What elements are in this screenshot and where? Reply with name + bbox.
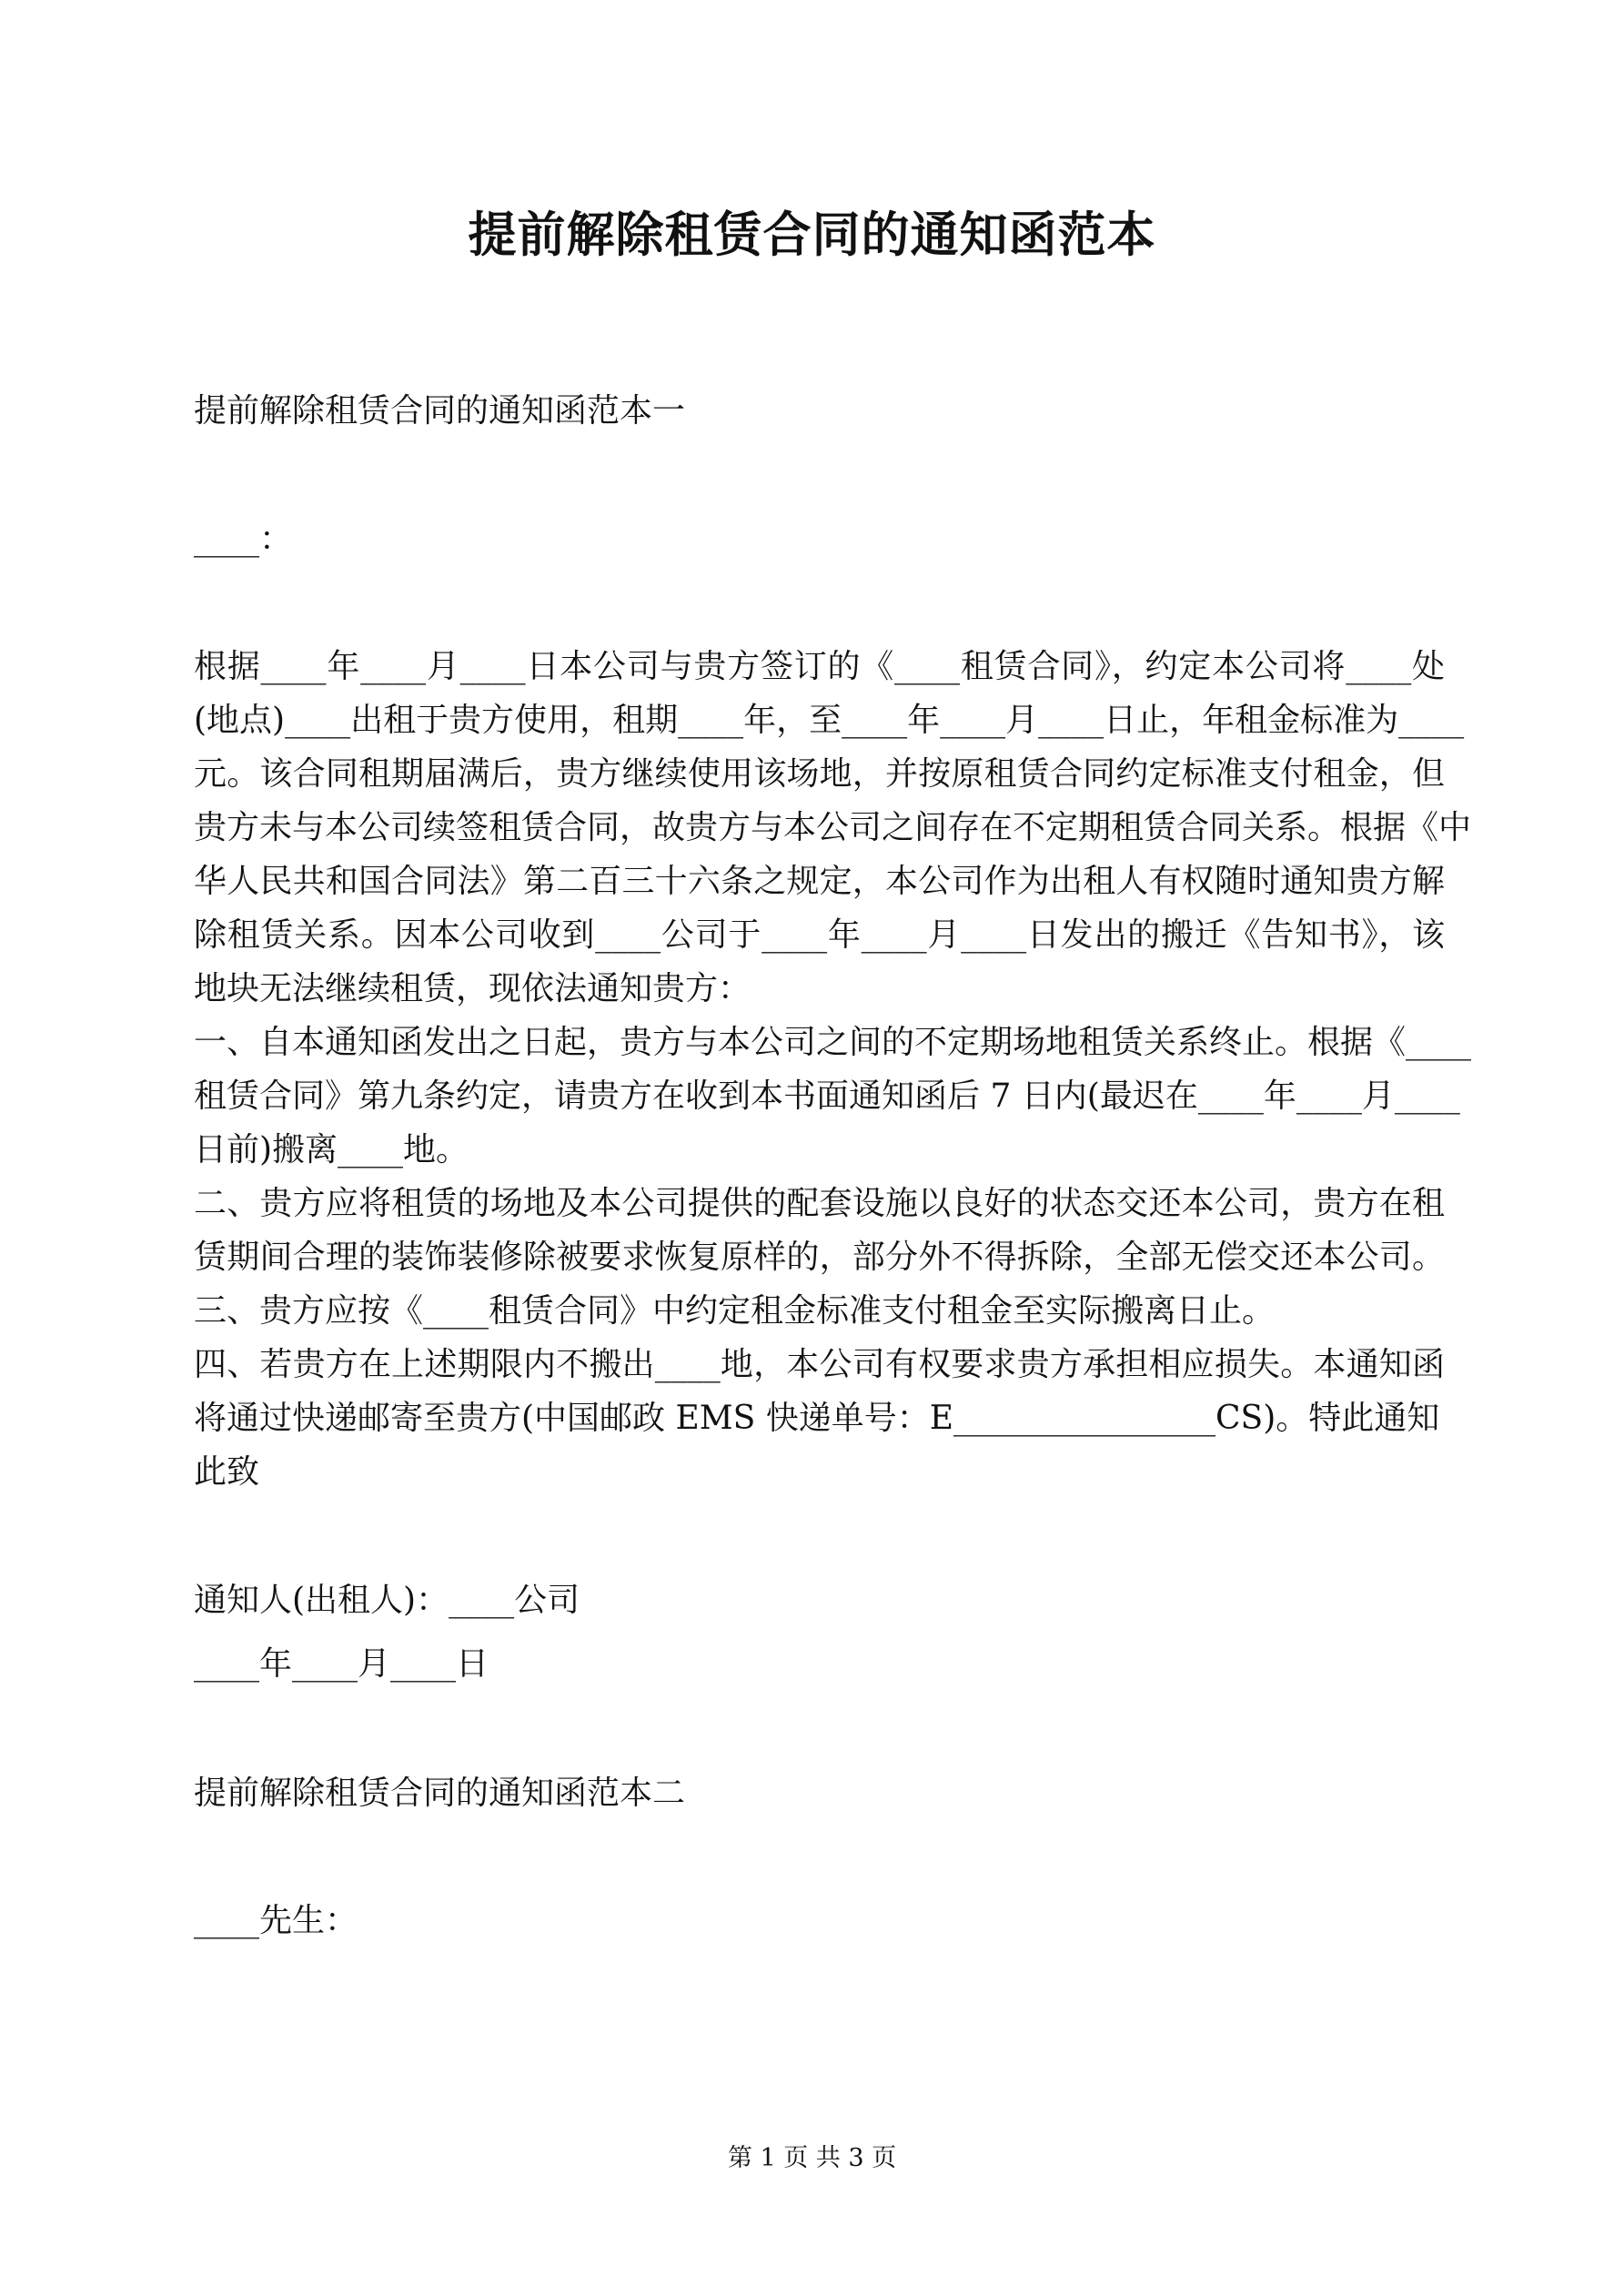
paragraph-line: 除租赁关系。因本公司收到____公司于____年____月____日发出的搬迁《告知书》，该 xyxy=(194,916,1445,954)
paragraph-line: (地点)____出租于贵方使用，租期____年，至____年____月____日止，年租金标准为____ xyxy=(194,702,1465,739)
paragraph-line: 元。该合同租期届满后，贵方继续使用该场地，并按原租赁合同约定标准支付租金，但 xyxy=(194,755,1445,793)
section-heading-1: 提前解除租赁合同的通知函范本一 xyxy=(194,392,686,430)
salutation-line-2: ____先生： xyxy=(194,1902,358,1939)
section-heading-2: 提前解除租赁合同的通知函范本二 xyxy=(194,1775,686,1812)
salutation-line: ____： xyxy=(194,521,293,558)
clause-four-line: 将通过快递邮寄至贵方(中国邮政 EMS 快递单号：E________________CS)。特此通知 xyxy=(194,1400,1440,1437)
clause-one-line: 租赁合同》第九条约定，请贵方在收到本书面通知函后 7 日内(最迟在____年____月____ xyxy=(194,1077,1460,1115)
clause-two-line: 二、贵方应将租赁的场地及本公司提供的配套设施以良好的状态交还本公司，贵方在租 xyxy=(194,1185,1445,1222)
clause-four-line: 四、若贵方在上述期限内不搬出____地，本公司有权要求贵方承担相应损失。本通知函 xyxy=(194,1346,1445,1383)
paragraph-line: 华人民共和国合同法》第二百三十六条之规定，本公司作为出租人有权随时通知贵方解 xyxy=(194,863,1445,900)
page-number-footer: 第 1 页 共 3 页 xyxy=(727,2144,897,2172)
paragraph-line: 地块无法继续租赁，现依法通知贵方： xyxy=(194,970,751,1007)
closing-line: 此致 xyxy=(194,1453,260,1491)
clause-three-line: 三、贵方应按《____租赁合同》中约定租金标准支付租金至实际搬离日止。 xyxy=(194,1292,1276,1330)
clause-two-line: 赁期间合理的装饰装修除被要求恢复原样的，部分外不得拆除，全部无偿交还本公司。 xyxy=(194,1239,1445,1276)
paragraph-line: 根据____年____月____日本公司与贵方签订的《____租赁合同》，约定本公司将____处 xyxy=(194,648,1445,685)
date-line: ____年____月____日 xyxy=(194,1645,489,1683)
paragraph-line: 贵方未与本公司续签租赁合同，故贵方与本公司之间存在不定期租赁合同关系。根据《中 xyxy=(194,809,1472,846)
document-title: 提前解除租赁合同的通知函范本 xyxy=(468,207,1156,263)
clause-one-line: 一、自本通知函发出之日起，贵方与本公司之间的不定期场地租赁关系终止。根据《____ xyxy=(194,1024,1472,1061)
signature-line: 通知人(出租人)：____公司 xyxy=(194,1582,580,1619)
clause-one-line: 日前)搬离____地。 xyxy=(194,1131,469,1168)
